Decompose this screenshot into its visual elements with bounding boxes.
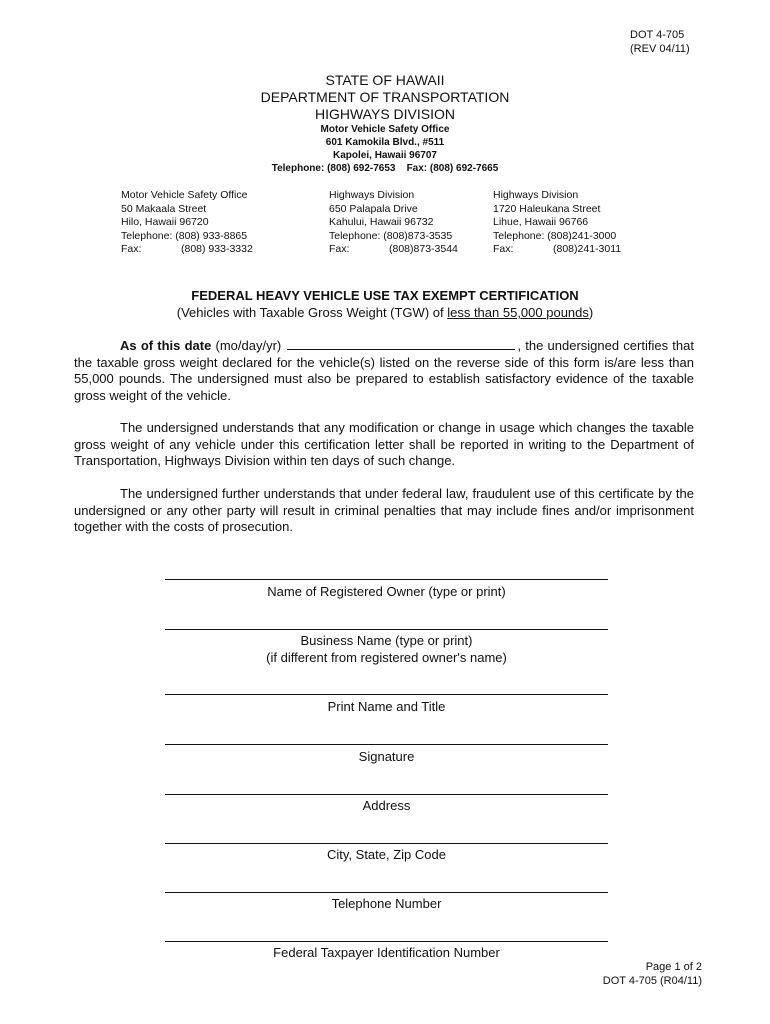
signature-field[interactable] <box>165 744 608 745</box>
city-state-zip-label: City, State, Zip Code <box>327 847 446 862</box>
print-name-title-field[interactable] <box>165 694 608 695</box>
office-street: 50 Makaala Street <box>121 202 207 215</box>
date-field[interactable] <box>287 337 515 350</box>
office-fax-label: Fax: <box>329 243 350 255</box>
page-number: Page 1 of 2 <box>645 961 702 973</box>
subtitle-suffix: ) <box>588 305 594 320</box>
federal-taxpayer-id-field[interactable] <box>165 941 608 942</box>
as-of-date-label: As of this date <box>120 338 212 353</box>
office-name: Highways Division <box>493 189 579 201</box>
registered-owner-label: Name of Registered Owner (type or print) <box>267 584 506 599</box>
office-name: Highways Division <box>329 189 415 201</box>
business-name-label: Business Name (type or print) <box>300 633 473 648</box>
office-hilo <box>121 189 253 257</box>
telephone-number-field[interactable] <box>165 892 608 893</box>
paragraph-3-text: The undersigned further understands that under federal law, fraudulent use of this certificate by the undersigned or any other party will result in criminal penalties that may include fines and/or imprisonment together with the costs of prosecution. <box>74 486 694 535</box>
date-format-label: (mo/day/yr) <box>211 338 286 353</box>
header-address1: 601 Kamokila Blvd., #511 <box>325 137 445 148</box>
form-revision: (REV 04/11) <box>630 43 690 55</box>
office-telephone: Telephone: (808)241-3000 <box>493 229 617 242</box>
header-office: Motor Vehicle Safety Office <box>320 124 450 135</box>
signature-label: Signature <box>358 749 415 764</box>
office-fax: (808)241-3011 <box>553 243 622 255</box>
office-fax: (808) 933-3332 <box>181 243 253 255</box>
office-city: Hilo, Hawaii 96720 <box>121 216 209 228</box>
form-code-block <box>630 28 690 56</box>
office-telephone: Telephone: (808)873-3535 <box>329 229 453 242</box>
office-kahului <box>329 189 458 257</box>
page-footer <box>590 961 702 988</box>
office-fax-label: Fax: <box>121 243 142 255</box>
header-address2: Kapolei, Hawaii 96707 <box>333 150 437 161</box>
header-division: HIGHWAYS DIVISION <box>314 106 455 122</box>
office-city: Lihue, Hawaii 96766 <box>493 216 589 228</box>
print-name-title-label: Print Name and Title <box>327 699 446 714</box>
paragraph-2-text: The undersigned understands that any modification or change in usage which changes the taxable gross weight of any vehicle under this certification letter shall be reported in writing to the Department of Transportation, Highways Division within ten days of such change. <box>74 420 694 469</box>
footer-form-code: DOT 4-705 (R04/11) <box>602 974 702 987</box>
paragraph-1-text: , the undersigned certifies that the taxable gross weight declared for the vehicle(s) listed on the reverse side of this form is/are less than 55,000 pounds. The undersigned must also be prepared to establish satisfactory evidence of the taxable gross weight of the vehicle. <box>74 338 694 403</box>
paragraph-federal-law <box>74 486 694 536</box>
office-street: 1720 Haleukana Street <box>493 202 601 215</box>
paragraph-modification <box>74 420 694 470</box>
certification-subtitle <box>0 305 770 320</box>
business-name-sublabel: (if different from registered owner's name) <box>266 650 507 665</box>
city-state-zip-field[interactable] <box>165 843 608 844</box>
office-street: 650 Palapala Drive <box>329 202 418 215</box>
registered-owner-field[interactable] <box>165 579 608 580</box>
subtitle-underlined: less than 55,000 pounds <box>447 305 589 320</box>
header-state: STATE OF HAWAII <box>325 72 445 88</box>
address-field[interactable] <box>165 794 608 795</box>
subtitle-prefix: (Vehicles with Taxable Gross Weight (TGW) of <box>176 305 448 320</box>
business-name-field[interactable] <box>165 629 608 630</box>
office-city: Kahului, Hawaii 96732 <box>329 216 434 228</box>
form-number: DOT 4-705 <box>630 29 685 41</box>
telephone-number-label: Telephone Number <box>331 896 442 911</box>
certification-title: FEDERAL HEAVY VEHICLE USE TAX EXEMPT CERTIFICATION <box>191 288 579 303</box>
office-fax-label: Fax: <box>493 243 514 255</box>
federal-taxpayer-id-label: Federal Taxpayer Identification Number <box>273 945 500 960</box>
header-department: DEPARTMENT OF TRANSPORTATION <box>260 89 510 105</box>
office-telephone: Telephone: (808) 933-8865 <box>121 229 248 242</box>
header-phone-fax: Telephone: (808) 692-7653 Fax: (808) 692-7665 <box>271 163 499 174</box>
office-lihue <box>493 189 621 257</box>
paragraph-date-certification <box>74 337 694 404</box>
office-name: Motor Vehicle Safety Office <box>121 189 248 201</box>
office-fax: (808)873-3544 <box>389 243 458 255</box>
address-label: Address <box>362 798 411 813</box>
